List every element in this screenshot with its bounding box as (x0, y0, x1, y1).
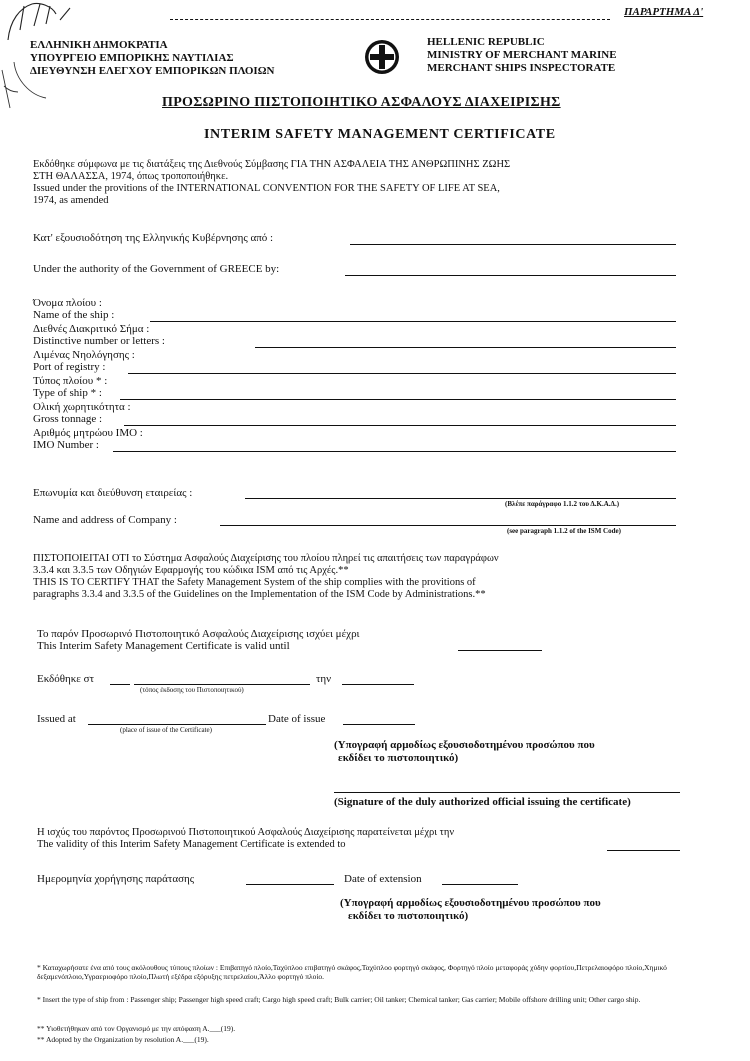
extension-date-en-label: Date of extension (344, 873, 422, 885)
header-en-line-2: MINISTRY OF MERCHANT MARINE (427, 49, 617, 61)
extension-date-gr-label: Ημερομηνία χορήγησης παράτασης (37, 873, 195, 885)
authority-en-field[interactable] (345, 275, 676, 276)
company-en-field[interactable] (220, 525, 676, 526)
extension-gr-label: Η ισχύς του παρόντος Προσωρινού Πιστοποιητικού Ασφαλούς Διαχείρισης παρατείνεται μέχρι την (37, 827, 455, 838)
ship-name-gr-label: Όνομα πλοίου : (33, 297, 102, 309)
sig2-gr-line-2: εκδίδει το πιστοποιητικό) (348, 910, 469, 922)
extension-date-en-field[interactable] (442, 884, 518, 885)
issued-at-gr-the: την (316, 673, 332, 685)
sig1-gr-line-1: (Υπογραφή αρμοδίως εξουσιοδοτημένου προσώπου που (334, 739, 595, 751)
footnote-1-en: * Insert the type of ship from : Passenger ship; Passenger high speed craft; Cargo high speed craft; Bulk carrier; Oil tanker; Chemical tanker; Gas carrier; Mobile offshore drilling unit; Other cargo ship. (37, 995, 641, 1004)
issued-at-en-note: (place of issue of the Certificate) (120, 726, 212, 734)
distinctive-gr-label: Διεθνές Διακριτικό Σήμα : (33, 323, 150, 335)
company-gr-note: (Βλέπε παράγραφο 1.1.2 του Δ.Κ.Α.Δ.) (505, 500, 620, 508)
issued-at-gr-label: Εκδόθηκε στ (37, 673, 94, 685)
issued-at-gr-note: (τόπος έκδοσης του Πιστοποιητικού) (140, 686, 244, 694)
issued-at-gr-place-field[interactable] (134, 684, 310, 685)
imo-gr-label: Αριθμός μητρώου IMO : (33, 427, 143, 439)
extension-until-field[interactable] (607, 850, 680, 851)
ship-name-field[interactable] (150, 321, 676, 322)
header-gr-line-1: ΕΛΛΗΝΙΚΗ ΔΗΜΟΚΡΑΤΙΑ (30, 39, 168, 51)
certify-en-1: THIS IS TO CERTIFY THAT the Safety Management System of the ship complies with the provitions of (33, 577, 476, 588)
issued-at-gr-prefix-field[interactable] (110, 684, 130, 685)
top-dashed-rule (170, 19, 610, 20)
validity-en-label: This Interim Safety Management Certificate is valid until (37, 640, 290, 652)
issued-at-en-date-field[interactable] (343, 724, 415, 725)
port-field[interactable] (128, 373, 676, 374)
title-en: INTERIM SAFETY MANAGEMENT CERTIFICATE (204, 127, 556, 142)
sig2-gr-line-1: (Υπογραφή αρμοδίως εξουσιοδοτημένου προσώπου που (340, 897, 601, 909)
authority-gr-field[interactable] (350, 244, 676, 245)
issued-gr-2: ΣΤΗ ΘΑΛΑΣΣΑ, 1974, όπως τροποποιήθηκε. (33, 171, 229, 182)
authority-gr-label: Κατ' εξουσιοδότηση της Ελληνικής Κυβέρνησης από : (33, 232, 274, 244)
distinctive-en-label: Distinctive number or letters : (33, 335, 165, 347)
company-gr-label: Επωνυμία και διεύθυνση εταιρείας : (33, 487, 193, 499)
header-en-line-3: MERCHANT SHIPS INSPECTORATE (427, 62, 616, 74)
issued-at-en-label: Issued at (37, 713, 76, 725)
extension-date-gr-field[interactable] (246, 884, 334, 885)
sig1-gr-line-2: εκδίδει το πιστοποιητικό) (338, 752, 459, 764)
header-gr-line-3: ΔΙΕΥΘΥΝΣΗ ΕΛΕΓΧΟΥ ΕΜΠΟΡΙΚΩΝ ΠΛΟΙΩΝ (30, 65, 275, 77)
imo-en-label: IMO Number : (33, 439, 99, 451)
company-en-note: (see paragraph 1.1.2 of the ISM Code) (507, 527, 621, 535)
header-en-line-1: HELLENIC REPUBLIC (427, 36, 545, 48)
certify-gr-1: ΠΙΣΤΟΠΟΙΕΙΤΑΙ ΟΤΙ το Σύστημα Ασφαλούς Διαχείρισης του πλοίου πληρεί τις απαιτήσεις των παραγράφων (33, 553, 499, 564)
footnote-2-en: ** Adopted by the Organization by resolution A.___(19). (37, 1035, 209, 1044)
port-en-label: Port of registry : (33, 361, 106, 373)
issued-gr-1: Εκδόθηκε σύμφωνα με τις διατάξεις της Διεθνούς Σύμβασης ΓΙΑ ΤΗΝ ΑΣΦΑΛΕΙΑ ΤΗΣ ΑΝΘΡΩΠΙΝΗΣ ΖΩΗΣ (33, 159, 511, 170)
authority-en-label: Under the authority of the Government of GREECE by: (33, 263, 280, 275)
certify-en-2: paragraphs 3.3.4 and 3.3.5 of the Guidelines on the Implementation of the ISM Code by Administrations.** (33, 589, 486, 600)
header-gr-line-2: ΥΠΟΥΡΓΕΙΟ ΕΜΠΟΡΙΚΗΣ ΝΑΥΤΙΛΙΑΣ (30, 52, 234, 64)
issued-at-en-date-label: Date of issue (268, 713, 326, 725)
tonnage-field[interactable] (124, 425, 676, 426)
greek-emblem-icon (363, 38, 401, 76)
issued-at-gr-date-field[interactable] (342, 684, 414, 685)
distinctive-field[interactable] (255, 347, 676, 348)
port-gr-label: Λιμένας Νηολόγησης : (33, 349, 135, 361)
validity-gr-label: Το παρόν Προσωρινό Πιστοποιητικό Ασφαλούς Διαχείρισης ισχύει μέχρι (37, 628, 360, 640)
company-gr-field[interactable] (245, 498, 676, 499)
type-gr-label: Τύπος πλοίου * : (33, 375, 108, 387)
certify-gr-2: 3.3.4 και 3.3.5 των Οδηγιών Εφαρμογής του κώδικα ISM από τις Αρχές.** (33, 565, 349, 576)
extension-en-label: The validity of this Interim Safety Management Certificate is extended to (37, 839, 346, 850)
annex-label: ΠΑΡΑΡΤΗΜΑ Δ' (624, 6, 704, 18)
validity-field[interactable] (458, 650, 542, 651)
type-field[interactable] (120, 399, 676, 400)
footnote-1-gr: * Καταχωρήσατε ένα από τους ακόλουθους τύπους πλοίων : Επιβατηγό πλοίο,Ταχύπλοο επιβατηγό σκάφος,Ταχύπλοο φορτηγό σκάφος, Φορτηγό πλοίο μεταφοράς χύδην φορτίου,Πετρελαιοφόρο πλοίο,Χημικό δεξαμενόπλοιο,Υγραεριοφόρο πλοίο,Πλωτή εξέδρα εξόρυξης πετρελαίου,Άλλο φορτηγό πλοίο. (37, 963, 667, 981)
title-gr: ΠΡΟΣΩΡΙΝΟ ΠΙΣΤΟΠΟΙΗΤΙΚΟ ΑΣΦΑΛΟΥΣ ΔΙΑΧΕΙΡΙΣΗΣ (162, 95, 561, 110)
issued-at-en-place-field[interactable] (88, 724, 266, 725)
imo-field[interactable] (113, 451, 676, 452)
footnote-2-gr: ** Υιοθετήθηκαν από τον Οργανισμό με την απόφαση Α.___(19). (37, 1024, 236, 1033)
type-en-label: Type of ship * : (33, 387, 102, 399)
sig1-en-label: (Signature of the duly authorized official issuing the certificate) (334, 796, 631, 808)
signature-field-1[interactable] (334, 792, 680, 793)
company-en-label: Name and address of Company : (33, 514, 177, 526)
ship-name-en-label: Name of the ship : (33, 309, 115, 321)
tonnage-en-label: Gross tonnage : (33, 413, 103, 425)
issued-en-2: 1974, as amended (33, 195, 109, 206)
issued-en-1: Issued under the provitions of the INTERNATIONAL CONVENTION FOR THE SAFETY OF LIFE AT SEA, (33, 183, 500, 194)
tonnage-gr-label: Ολική χωρητικότητα : (33, 401, 131, 413)
